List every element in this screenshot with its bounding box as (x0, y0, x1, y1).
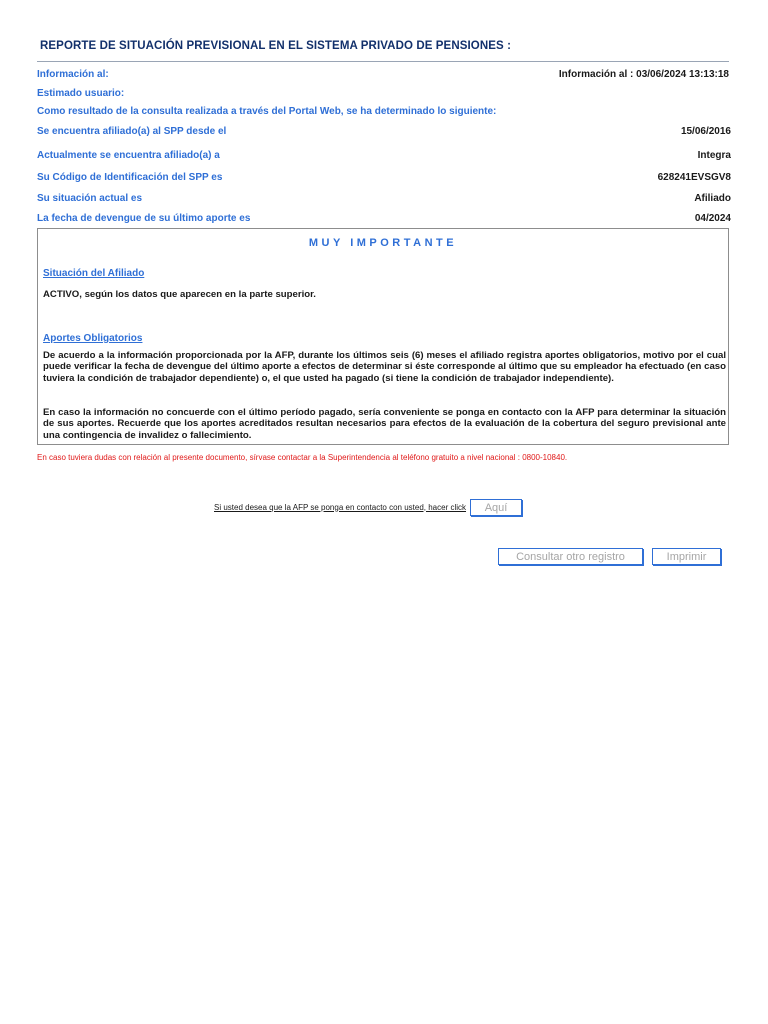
imprimir-button[interactable]: Imprimir (652, 548, 721, 565)
page-title: REPORTE DE SITUACIÓN PREVISIONAL EN EL SISTEMA PRIVADO DE PENSIONES : (40, 40, 512, 52)
field-label: La fecha de devengue de su último aporte es (37, 213, 251, 224)
aqui-button[interactable]: Aquí (470, 499, 522, 516)
important-box (37, 228, 729, 445)
help-notice: En caso tuviera dudas con relación al presente documento, sírvase contactar a la Superintendencia al teléfono gratuito a nivel nacional : 0800-10840. (37, 453, 568, 462)
field-value: 628241EVSGV8 (657, 172, 731, 183)
info-label: Información al: (37, 69, 109, 80)
contact-link-text[interactable]: Si usted desea que la AFP se ponga en contacto con usted, hacer click (214, 502, 467, 512)
aportes-heading: Aportes Obligatorios (43, 333, 143, 344)
field-value: 15/06/2016 (680, 126, 731, 137)
field-value: Integra (697, 150, 731, 161)
field-label: Se encuentra afiliado(a) al SPP desde el (37, 126, 227, 137)
aportes-paragraph-2: En caso la información no concuerde con el último período pagado, sería conveniente se ponga en contacto con la AFP para determinar la situación de sus aportes. Recuerde que los aportes acreditados resultan necesarios para efectos de la evaluación de la cobertura del seguro previsional ante una contingencia de invalidez o fallecimiento. (43, 407, 726, 441)
consultar-otro-registro-button[interactable]: Consultar otro registro (498, 548, 643, 565)
contact-row (214, 498, 522, 516)
intro-text: Como resultado de la consulta realizada a través del Portal Web, se ha determinado lo siguiente: (37, 106, 497, 117)
field-label: Su situación actual es (37, 193, 143, 204)
field-value: Afiliado (694, 193, 731, 204)
field-value: 04/2024 (694, 213, 731, 224)
info-timestamp: Información al : 03/06/2024 13:13:18 (558, 69, 729, 80)
important-title: MUY IMPORTANTE (308, 237, 458, 249)
situacion-text: ACTIVO, según los datos que aparecen en la parte superior. (43, 289, 316, 300)
situacion-heading: Situación del Afiliado (43, 268, 145, 279)
aportes-paragraph-1: De acuerdo a la información proporcionada por la AFP, durante los últimos seis (6) meses el afiliado registra aportes obligatorios, motivo por el cual puede verificar la fecha de devengue del último aporte a efectos de determinar si éste corresponde al último que su empleador ha efectuado (en caso tuviera la condición de trabajador dependiente) o, el que usted ha pagado (si tiene la condición de trabajador independiente). (43, 350, 726, 384)
greeting-text: Estimado usuario: (37, 88, 125, 99)
header-divider (37, 61, 729, 62)
field-label: Su Código de Identificación del SPP es (37, 172, 223, 183)
field-label: Actualmente se encuentra afiliado(a) a (37, 150, 220, 161)
